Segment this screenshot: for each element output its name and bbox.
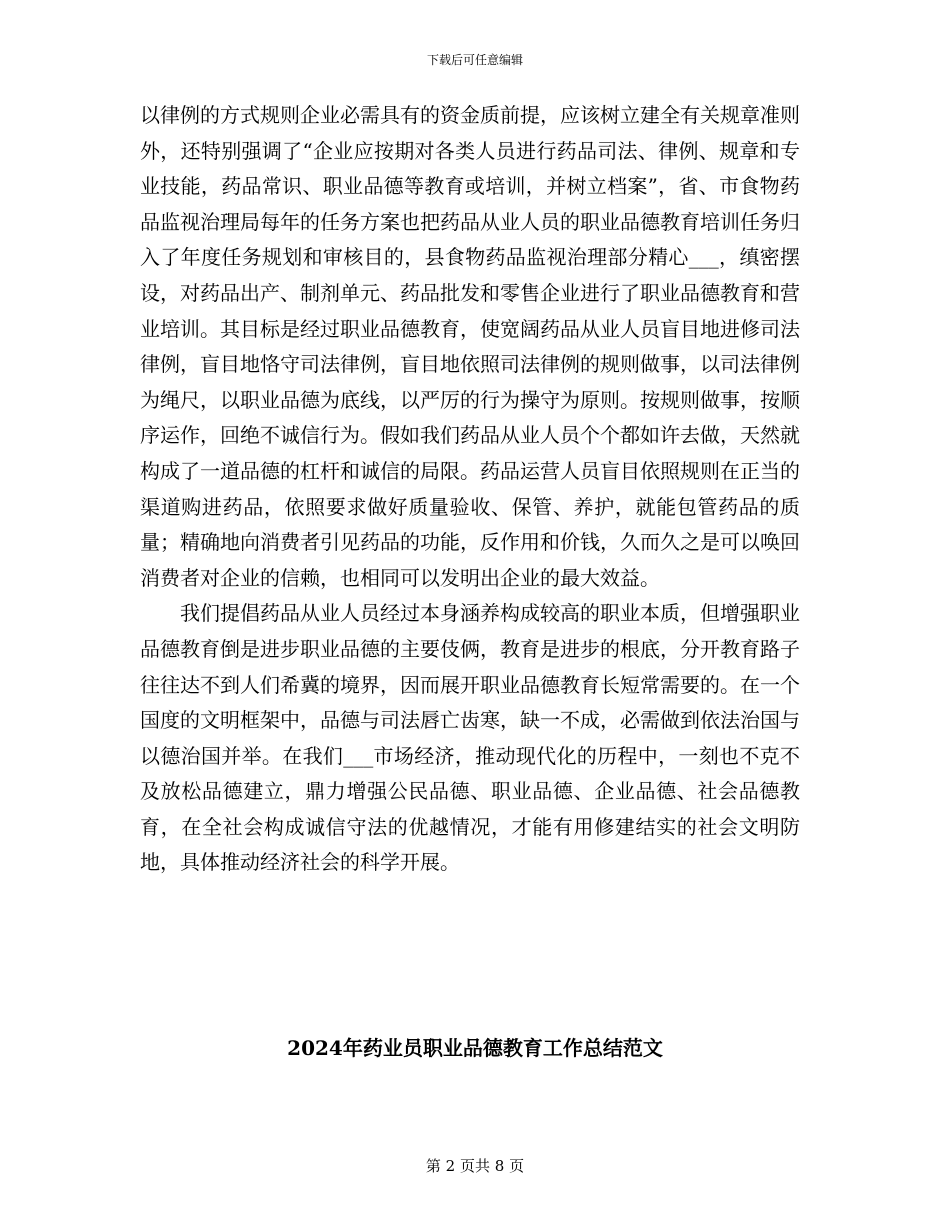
page-number: 第 2 页共 8 页 bbox=[425, 1157, 525, 1175]
page-header-note: 下载后可任意编辑 bbox=[426, 53, 523, 67]
document-body bbox=[140, 98, 800, 881]
paragraph-continuation: 以律例的方式规则企业必需具有的资金质前提，应该树立建全有关规章准则外，还特别强调了“企业应按期对各类人员进行药品司法、律例、规章和专业技能，药品常识、职业品德等教育或培训，并树立档案”，省、市食物药品监视治理局每年的任务方案也把药品从业人员的职业品德教育培训任务归入了年度任务规划和审核目的，县食物药品监视治理部分精心___，缜密摆设，对药品出产、制剂单元、药品批发和零售企业进行了职业品德教育和营业培训。其目标是经过职业品德教育，使宽阔药品从业人员盲目地进修司法律例，盲目地恪守司法律例，盲目地依照司法律例的规则做事，以司法律例为绳尺，以职业品德为底线，以严厉的行为操守为原则。按规则做事，按顺序运作，回绝不诚信行为。假如我们药品从业人员个个都如许去做，天然就构成了一道品德的杠杆和诚信的局限。药品运营人员盲目依照规则在正当的渠道购进药品，依照要求做好质量验收、保管、养护，就能包管药品的质量；精确地向消费者引见药品的功能，反作用和价钱，久而久之是可以唤回消费者对企业的信赖，也相同可以发明出企业的最大效益。 bbox=[140, 103, 800, 590]
section-title: 2024年药业员职业品德教育工作总结范文 bbox=[287, 1036, 663, 1060]
paragraph-education: 我们提倡药品从业人员经过本身涵养构成较高的职业本质，但增强职业品德教育倒是进步职业品德的主要伎俩，教育是进步的根底，分开教育路子往往达不到人们希冀的境界，因而展开职业品德教育长短常需要的。在一个国度的文明框架中，品德与司法唇亡齿寒，缺一不成，必需做到依法治国与以德治国并举。在我们___市场经济，推动现代化的历程中，一刻也不克不及放松品德建立，鼎力增强公民品德、职业品德、企业品德、社会品德教育，在全社会构成诚信守法的优越情况，才能有用修建结实的社会文明防地，具体推动经济社会的科学开展。 bbox=[140, 601, 800, 875]
